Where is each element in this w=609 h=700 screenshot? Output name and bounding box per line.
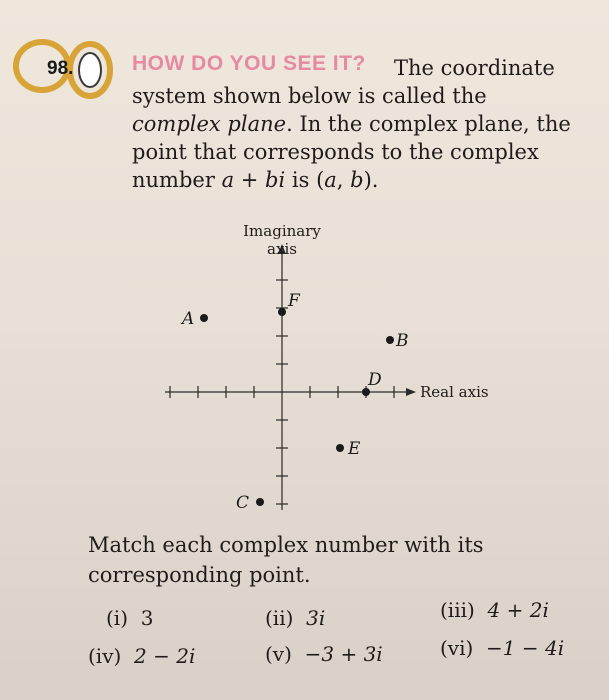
option-vi: [440, 636, 564, 660]
section-title: HOW DO YOU SEE IT?: [132, 52, 366, 75]
point-B-label: B: [396, 331, 409, 351]
point-E-dot: [336, 444, 344, 452]
imaginary-axis-label-line2: axis: [267, 240, 297, 258]
option-i-value: 3: [140, 606, 154, 630]
problem-intro-text: [132, 54, 582, 194]
pair-b: b: [350, 168, 364, 192]
point-A-dot: [200, 314, 208, 322]
point-C-label: C: [236, 493, 250, 513]
real-axis-arrow: [406, 388, 416, 396]
intro-lead: The coordinate system shown below is called the: [132, 56, 555, 108]
option-iv-num: (iv): [88, 644, 122, 668]
point-B-dot: [386, 336, 394, 344]
point-E-label: E: [348, 439, 361, 459]
option-v-num: (v): [265, 642, 292, 666]
option-iii: [440, 598, 549, 622]
option-vi-num: (vi): [440, 636, 474, 660]
real-axis-label: Real axis: [420, 383, 489, 401]
option-v-value: −3 + 3i: [304, 642, 383, 666]
option-i-num: (i): [106, 606, 129, 630]
pair-a: a: [324, 168, 337, 192]
expr-bi: bi: [265, 168, 286, 192]
complex-plane-term: complex plane: [132, 112, 287, 136]
option-iv: [88, 644, 195, 668]
question-prompt: Match each complex number with its corresponding point.: [88, 533, 484, 587]
option-iii-num: (iii): [440, 598, 475, 622]
problem-number: 98.: [47, 58, 74, 79]
point-C-dot: [256, 498, 264, 506]
point-D-label: D: [368, 370, 382, 390]
pair-comma: ,: [336, 168, 351, 192]
expr-plus: +: [234, 168, 266, 192]
option-ii-value: 3i: [306, 606, 326, 630]
option-iii-value: 4 + 2i: [487, 598, 549, 622]
imaginary-axis-label-line1: Imaginary: [243, 222, 321, 240]
point-F-dot: [278, 308, 286, 316]
option-v: [265, 642, 383, 666]
option-ii: [265, 606, 325, 630]
option-vi-value: −1 − 4i: [486, 636, 565, 660]
intro-mid: . In the complex plane, the point that corresponds to the complex number: [132, 112, 571, 192]
option-iv-value: 2 − 2i: [134, 644, 196, 668]
expr-a: a: [221, 168, 235, 192]
complex-plane-graph: [150, 210, 510, 530]
point-A-label: A: [182, 309, 195, 329]
intro-close: ).: [363, 168, 379, 192]
point-F-label: F: [288, 291, 300, 311]
option-ii-num: (ii): [265, 606, 294, 630]
intro-end: is (: [285, 168, 325, 192]
option-i: [106, 606, 153, 630]
